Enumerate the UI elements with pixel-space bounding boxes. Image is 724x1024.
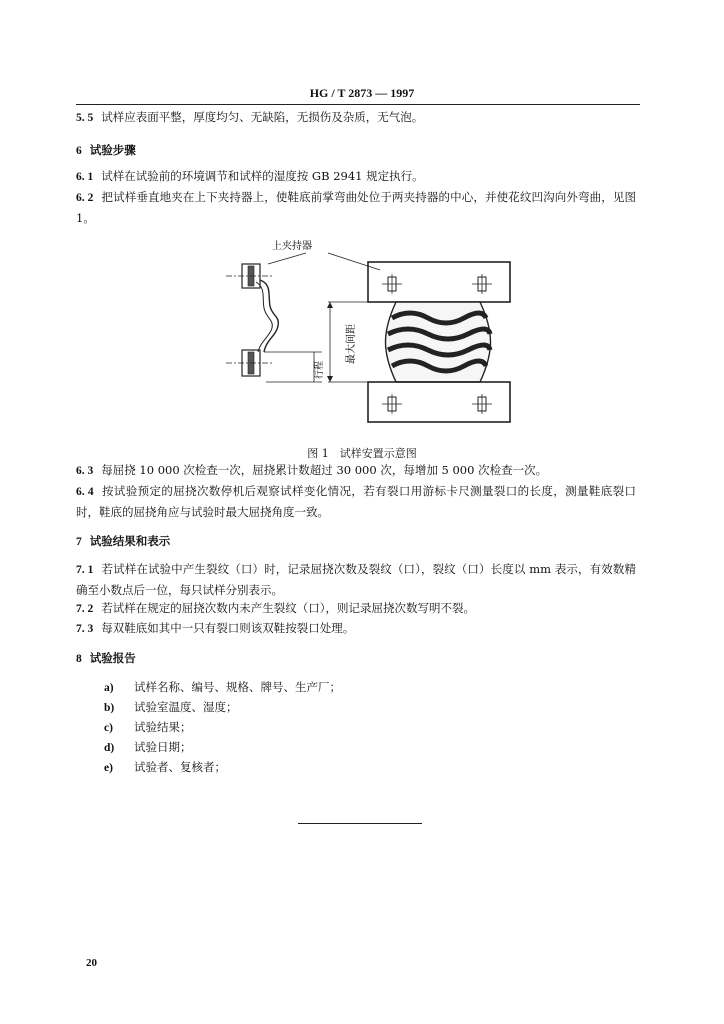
report-item-d [104, 737, 192, 758]
clause-5-5 [76, 107, 636, 128]
side-view-bottom-clamp [226, 350, 272, 376]
leader-line-left [268, 253, 306, 264]
clause-7-2 [76, 598, 636, 619]
figure-caption: 图 1 试样安置示意图 [307, 447, 417, 460]
list-text: 试验结果； [134, 720, 192, 734]
list-letter: c) [104, 722, 113, 734]
list-text: 试样名称、编号、规格、牌号、生产厂； [134, 680, 341, 694]
list-letter: b) [104, 702, 115, 714]
clause-text: 每屈挠 10 000 次检查一次，屈挠累计数超过 30 000 次，每增加 5 000 次检查一次。 [101, 463, 548, 477]
clause-number: 7. 1 [76, 564, 94, 576]
front-view-sole [386, 302, 491, 382]
clause-number: 7. 2 [76, 603, 94, 615]
clause-number: 7. 3 [76, 623, 94, 635]
page-header: HG / T 2873 — 1997 [309, 86, 415, 100]
section-number: 8 [76, 653, 82, 665]
clause-number: 6. 1 [76, 171, 94, 183]
label-stroke: 行程 [315, 360, 325, 379]
list-letter: a) [104, 682, 114, 694]
section-number: 7 [76, 536, 82, 548]
max-dim-arrowhead-bottom [327, 376, 333, 382]
clause-7-1 [76, 559, 636, 600]
side-view-top-clamp [226, 264, 272, 288]
max-dim-arrowhead-top [327, 302, 333, 308]
list-text: 试验者、复核者； [134, 760, 226, 774]
label-max-distance: 最大间距 [346, 324, 357, 364]
clause-number: 6. 3 [76, 465, 94, 477]
clause-text: 试样在试验前的环境调节和试样的湿度按 GB 2941 规定执行。 [101, 169, 424, 183]
clause-number: 6. 2 [76, 192, 94, 204]
list-text: 试验室温度、湿度； [134, 700, 238, 714]
report-item-e [104, 757, 226, 778]
end-of-document-rule [298, 823, 422, 824]
clause-text: 若试样在试验中产生裂纹（口）时，记录屈挠次数及裂纹（口），裂纹（口）长度以 mm 表示，有效数精确至小数点后一位，每只试样分别表示。 [76, 562, 637, 597]
front-view-top-clamp [368, 262, 510, 302]
clause-number: 6. 4 [76, 486, 94, 498]
report-item-b [104, 697, 238, 718]
figure-1-diagram [210, 232, 530, 432]
section-title: 试验结果和表示 [89, 534, 171, 548]
clause-7-3 [76, 618, 636, 639]
section-8-heading [76, 648, 636, 669]
front-view-bottom-clamp [368, 382, 510, 422]
list-letter: d) [104, 742, 115, 754]
clause-text: 试样应表面平整，厚度均匀、无缺陷，无损伤及杂质，无气泡。 [101, 110, 424, 124]
side-view-sole-inner [256, 282, 272, 352]
clause-text: 每双鞋底如其中一只有裂口则该双鞋按裂口处理。 [101, 621, 355, 635]
clause-6-1 [76, 166, 636, 187]
list-text: 试验日期； [134, 740, 192, 754]
label-top-clamp: 上夹持器 [272, 241, 312, 252]
clause-text: 按试验预定的屈挠次数停机后观察试样变化情况，若有裂口用游标卡尺测量裂口的长度，测量鞋底裂口时，鞋底的屈挠角应与试验时最大屈挠角度一致。 [76, 484, 636, 519]
clause-6-4 [76, 481, 636, 522]
section-6-heading [76, 140, 636, 161]
section-7-heading [76, 531, 636, 552]
list-letter: e) [104, 762, 113, 774]
clause-text: 若试样在规定的屈挠次数内未产生裂纹（口），则记录屈挠次数写明不裂。 [101, 601, 475, 615]
page-number: 20 [86, 957, 97, 969]
section-title: 试验报告 [89, 651, 136, 665]
header-rule [76, 104, 640, 105]
section-number: 6 [76, 145, 82, 157]
clause-6-2 [76, 187, 636, 228]
section-title: 试验步骤 [89, 143, 136, 157]
clause-text: 把试样垂直地夹在上下夹持器上，使鞋底前掌弯曲处位于两夹持器的中心，并使花纹凹沟向外弯曲，见图 1。 [76, 190, 636, 225]
report-item-c [104, 717, 192, 738]
clause-6-3 [76, 460, 636, 481]
clause-number: 5. 5 [76, 112, 94, 124]
report-item-a [104, 677, 341, 698]
